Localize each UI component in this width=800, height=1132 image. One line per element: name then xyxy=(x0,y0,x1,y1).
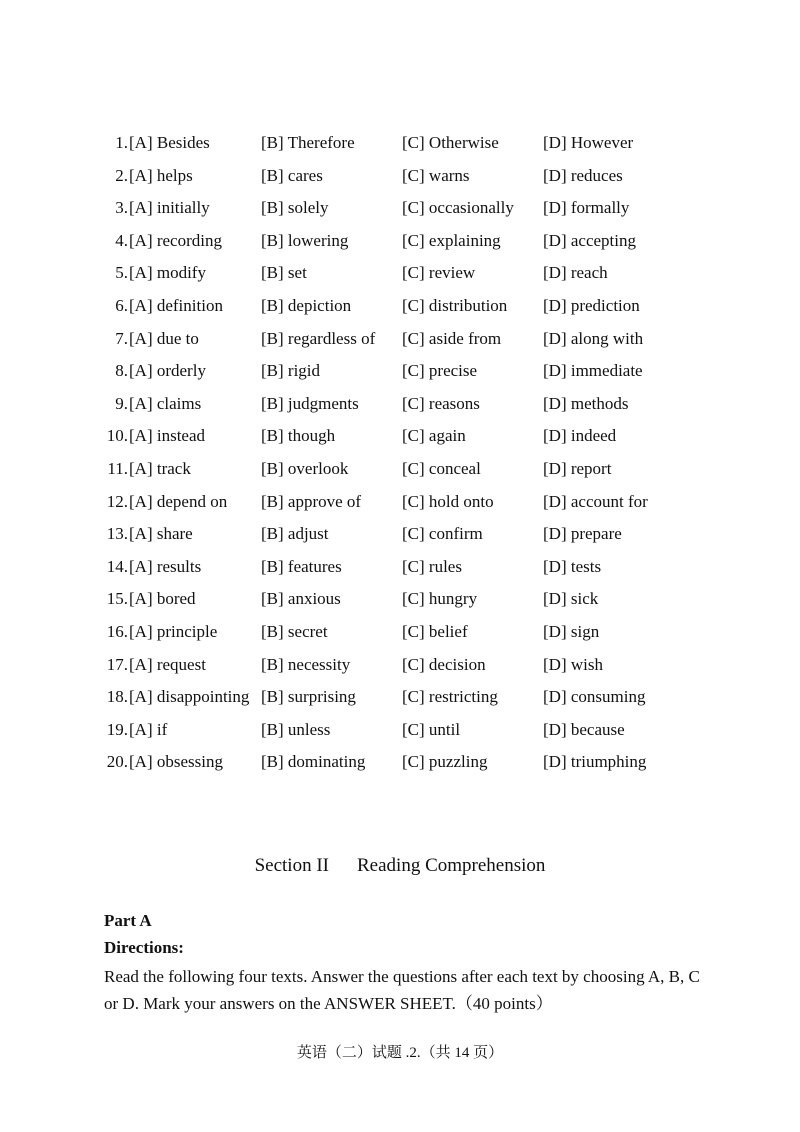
option-d: [D] wish xyxy=(543,654,603,674)
option-b: [B] though xyxy=(261,426,336,446)
option-c: [C] aside from xyxy=(402,328,502,348)
question-number: 4. xyxy=(115,230,128,250)
option-d: [D] account for xyxy=(543,491,648,511)
option-a: [A] depend on xyxy=(129,491,228,511)
question-row xyxy=(0,714,800,747)
section-name: Reading Comprehension xyxy=(357,855,546,876)
option-a: [A] Besides xyxy=(129,133,210,152)
option-a: [A] modify xyxy=(129,263,206,283)
option-a: [A] helps xyxy=(129,165,193,185)
option-c: [C] puzzling xyxy=(402,752,488,772)
option-d: [D] sign xyxy=(543,621,600,641)
option-b: [B] approve of xyxy=(261,491,362,511)
question-number: 12. xyxy=(106,491,128,511)
question-row xyxy=(0,583,800,616)
option-d: [D] prediction xyxy=(543,295,640,315)
option-a: [A] if xyxy=(129,719,168,739)
question-number: 16. xyxy=(106,621,128,641)
option-c: [C] rules xyxy=(402,556,462,576)
option-b: [B] set xyxy=(261,263,307,283)
question-row xyxy=(0,681,800,714)
option-b: [B] necessity xyxy=(261,654,351,674)
option-c: [C] belief xyxy=(402,621,468,641)
option-c: [C] precise xyxy=(402,361,478,381)
option-d: [D] along with xyxy=(543,328,644,348)
option-d: [D] because xyxy=(543,719,625,739)
option-d: [D] tests xyxy=(543,556,602,576)
option-b: [B] solely xyxy=(261,198,329,218)
option-c: [C] confirm xyxy=(402,524,483,544)
option-c: [C] review xyxy=(402,263,476,283)
question-row xyxy=(0,192,800,225)
option-b: [B] judgments xyxy=(261,393,359,413)
option-d: [D] accepting xyxy=(543,230,636,250)
option-c: [C] occasionally xyxy=(402,198,514,218)
question-number: 15. xyxy=(106,589,128,609)
part-heading: Part A xyxy=(104,911,152,930)
option-a: [A] orderly xyxy=(129,361,206,381)
option-d: [D] consuming xyxy=(543,687,646,707)
option-c: [C] reasons xyxy=(402,393,480,413)
option-a: [A] bored xyxy=(129,589,196,609)
question-number: 1. xyxy=(115,133,128,152)
question-number: 7. xyxy=(115,328,128,348)
option-a: [A] due to xyxy=(129,328,199,348)
option-d: [D] sick xyxy=(543,589,599,609)
option-c: [C] again xyxy=(402,426,466,446)
page-footer: 英语（二）试题 .2.（共 14 页） xyxy=(296,1045,504,1061)
option-a: [A] request xyxy=(129,654,206,674)
option-c: [C] decision xyxy=(402,654,486,674)
option-b: [B] unless xyxy=(261,719,331,739)
question-row xyxy=(0,518,800,551)
option-a: [A] initially xyxy=(129,198,210,218)
option-b: [B] depiction xyxy=(261,295,352,315)
question-row xyxy=(0,323,800,356)
option-b: [B] overlook xyxy=(261,458,349,478)
option-a: [A] disappointing xyxy=(129,687,250,707)
section-number: Section II xyxy=(254,855,329,876)
question-number: 19. xyxy=(106,719,128,739)
option-a: [A] results xyxy=(129,556,202,576)
question-row xyxy=(0,746,800,779)
option-a: [A] principle xyxy=(129,621,218,641)
option-a: [A] instead xyxy=(129,426,206,446)
option-b: [B] rigid xyxy=(261,361,321,381)
option-d: [D] report xyxy=(543,458,612,478)
question-row xyxy=(0,388,800,421)
option-d: [D] However xyxy=(543,133,634,152)
question-row xyxy=(0,486,800,519)
option-a: [A] definition xyxy=(129,295,223,315)
question-row xyxy=(0,290,800,323)
option-c: [C] until xyxy=(402,719,461,739)
option-b: [B] lowering xyxy=(261,230,349,250)
question-number: 17. xyxy=(106,654,128,674)
option-d: [D] methods xyxy=(543,393,629,413)
option-a: [A] recording xyxy=(129,230,222,250)
option-b: [B] dominating xyxy=(261,752,366,772)
question-row xyxy=(0,420,800,453)
question-row xyxy=(0,453,800,486)
section-heading xyxy=(0,855,800,877)
question-number: 2. xyxy=(115,165,128,185)
option-c: [C] conceal xyxy=(402,458,481,478)
option-b: [B] surprising xyxy=(261,687,356,707)
option-a: [A] claims xyxy=(129,393,202,413)
question-number: 13. xyxy=(106,524,128,544)
option-d: [D] triumphing xyxy=(543,752,647,772)
question-number: 8. xyxy=(115,361,128,381)
option-d: [D] formally xyxy=(543,198,630,218)
option-a: [A] obsessing xyxy=(129,752,223,772)
option-c: [C] hold onto xyxy=(402,491,494,511)
question-number: 6. xyxy=(115,295,128,315)
question-row xyxy=(0,551,800,584)
option-a: [A] share xyxy=(129,524,193,544)
question-number: 20. xyxy=(106,752,128,772)
option-b: [B] anxious xyxy=(261,589,341,609)
option-d: [D] immediate xyxy=(543,361,643,381)
option-b: [B] secret xyxy=(261,621,328,641)
option-d: [D] reach xyxy=(543,263,608,283)
instructions-text: Read the following four texts. Answer the questions after each text by choosing A, B, C or D. Mark your answers on the ANSWER SHEET.（40 points） xyxy=(104,967,700,1013)
option-b: [B] cares xyxy=(261,165,323,185)
option-b: [B] features xyxy=(261,556,342,576)
question-row xyxy=(0,225,800,258)
question-number: 14. xyxy=(106,556,128,576)
question-number: 5. xyxy=(115,263,128,283)
option-a: [A] track xyxy=(129,458,191,478)
option-c: [C] explaining xyxy=(402,230,501,250)
question-row xyxy=(0,127,800,160)
option-c: [C] Otherwise xyxy=(402,133,499,152)
question-number: 3. xyxy=(115,198,128,218)
question-row xyxy=(0,257,800,290)
option-b: [B] adjust xyxy=(261,524,329,544)
option-c: [C] warns xyxy=(402,165,470,185)
question-row xyxy=(0,649,800,682)
question-number: 9. xyxy=(115,393,128,413)
directions-label: Directions: xyxy=(104,938,184,957)
option-d: [D] indeed xyxy=(543,426,617,446)
option-c: [C] hungry xyxy=(402,589,478,609)
option-c: [C] restricting xyxy=(402,687,498,707)
cloze-question-list xyxy=(0,127,800,779)
option-c: [C] distribution xyxy=(402,295,508,315)
question-number: 18. xyxy=(106,687,128,707)
option-d: [D] prepare xyxy=(543,524,622,544)
question-number: 11. xyxy=(107,458,128,478)
question-row xyxy=(0,355,800,388)
option-d: [D] reduces xyxy=(543,165,623,185)
question-row xyxy=(0,616,800,649)
option-b: [B] regardless of xyxy=(261,328,376,348)
question-row xyxy=(0,160,800,193)
option-b: [B] Therefore xyxy=(261,133,355,152)
question-number: 10. xyxy=(106,426,128,446)
